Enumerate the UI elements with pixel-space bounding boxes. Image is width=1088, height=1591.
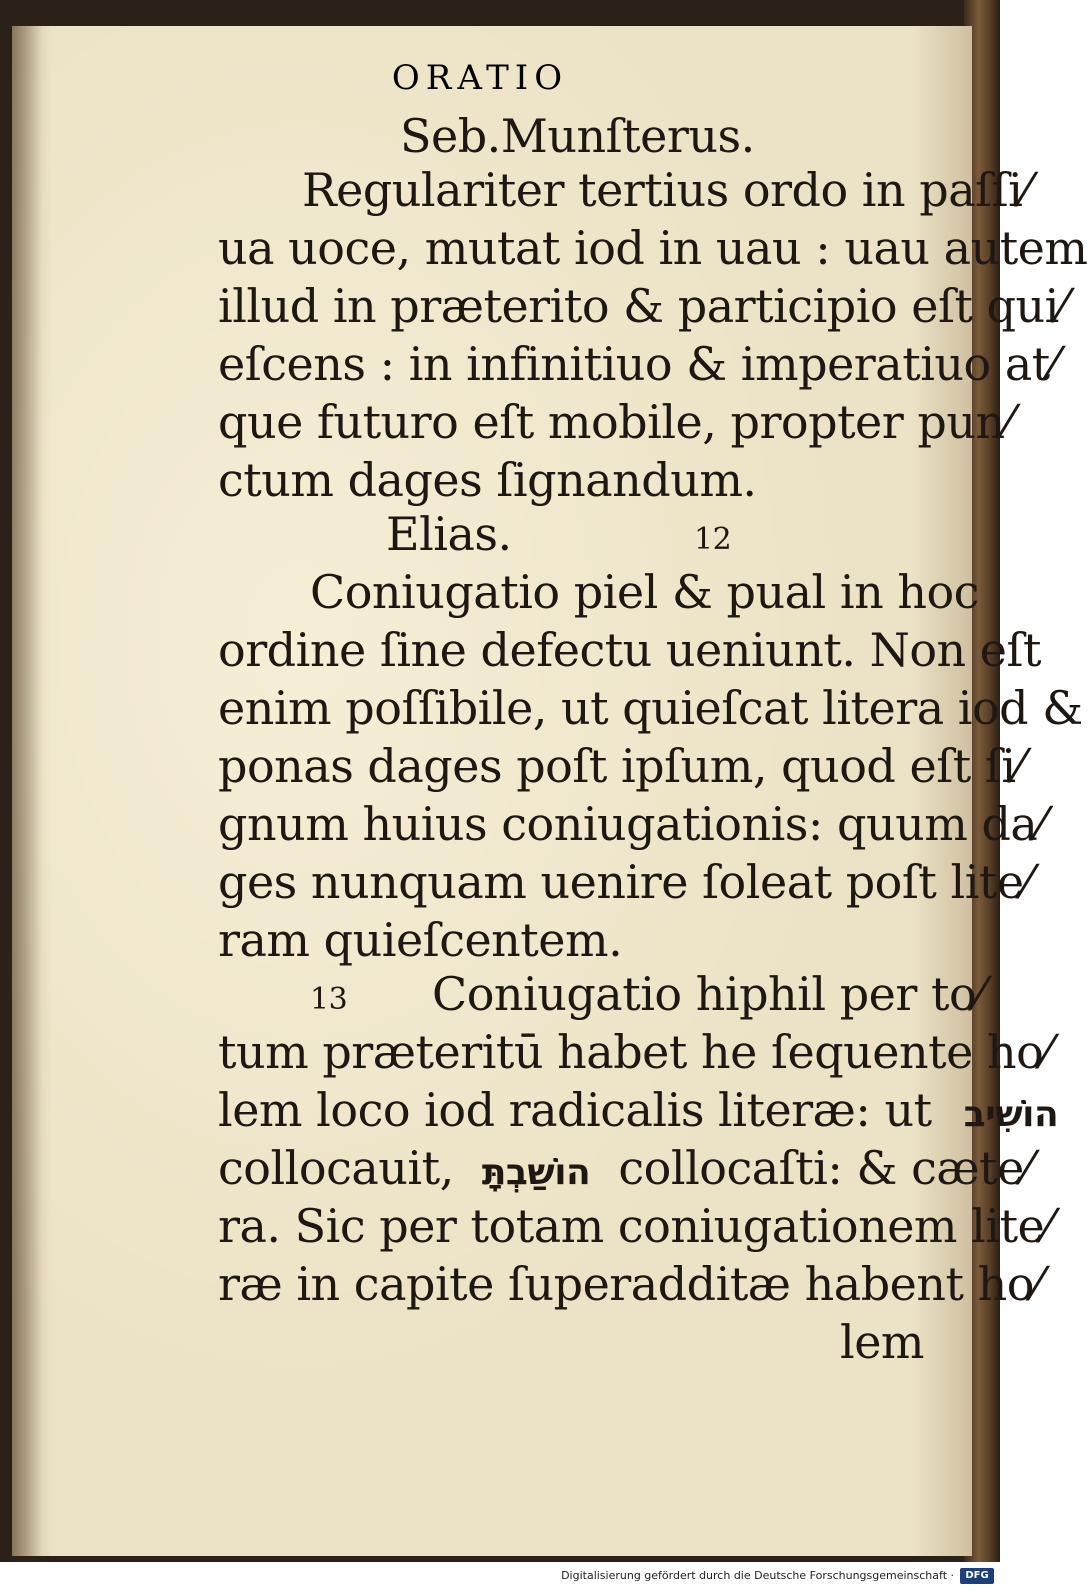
text-line: Regulariter tertius ordo in paſſi⁄ [302, 163, 1030, 217]
footer-bar [0, 1562, 1000, 1591]
text-line: tum præteritū habet he ſequente ho⁄ [218, 1025, 1051, 1079]
text-line: ctum dages ſignandum. [218, 453, 757, 507]
speaker-name: Elias. [386, 507, 512, 561]
text-line: ræ in capite ſuperadditæ habent ho⁄ [218, 1257, 1042, 1311]
text-line [218, 1142, 1031, 1199]
hebrew-word: הוֹשַׁבְתָּ [481, 1152, 591, 1193]
text-run: lem loco iod radicalis literæ: ut [218, 1083, 932, 1137]
text-line: ra. Sic per totam coniugationem lite⁄ [218, 1199, 1052, 1253]
text-line: ges nunquam uenire ſoleat poſt lite⁄ [218, 855, 1031, 909]
catchword: lem [840, 1315, 925, 1369]
text-line: que futuro eſt mobile, propter pun⁄ [218, 395, 1012, 449]
text-line: eſcens : in infinitiuo & imperatiuo at⁄ [218, 337, 1057, 391]
text-line: gnum huius coniugationis: quum da⁄ [218, 797, 1045, 851]
text-line: ponas dages poſt ipſum, quod eſt ſi⁄ [218, 739, 1023, 793]
gutter-shadow [12, 26, 42, 1556]
text-line: ordine ſine defectu ueniunt. Non eſt [218, 623, 1042, 677]
text-line: ram quieſcentem. [218, 913, 623, 967]
running-head: ORATIO [391, 58, 569, 98]
text-line: enim poſſibile, ut quieſcat litera iod & [218, 681, 1083, 735]
section-number: 12 [694, 522, 732, 557]
dfg-logo: DFG [960, 1568, 994, 1584]
text-line: ua uoce, mutat iod in uau : uau autem [218, 221, 1088, 275]
text-run: collocaſti: & cæte⁄ [618, 1141, 1031, 1195]
hebrew-word: הוֹשִׁיב [963, 1094, 1059, 1135]
text-line: Coniugatio hiphil per to⁄ [432, 967, 984, 1021]
footer-credit: Digitalisierung gefördert durch die Deutsche Forschungsgemeinschaft · [561, 1569, 954, 1582]
text-line [218, 1084, 1058, 1141]
text-line: Coniugatio piel & pual in hoc [310, 565, 979, 619]
speaker-name: Seb.Munſterus. [400, 109, 755, 163]
section-number: 13 [310, 982, 348, 1017]
text-line: illud in præterito & participio eſt qui⁄ [218, 279, 1067, 333]
text-run: collocauit, [218, 1141, 454, 1195]
